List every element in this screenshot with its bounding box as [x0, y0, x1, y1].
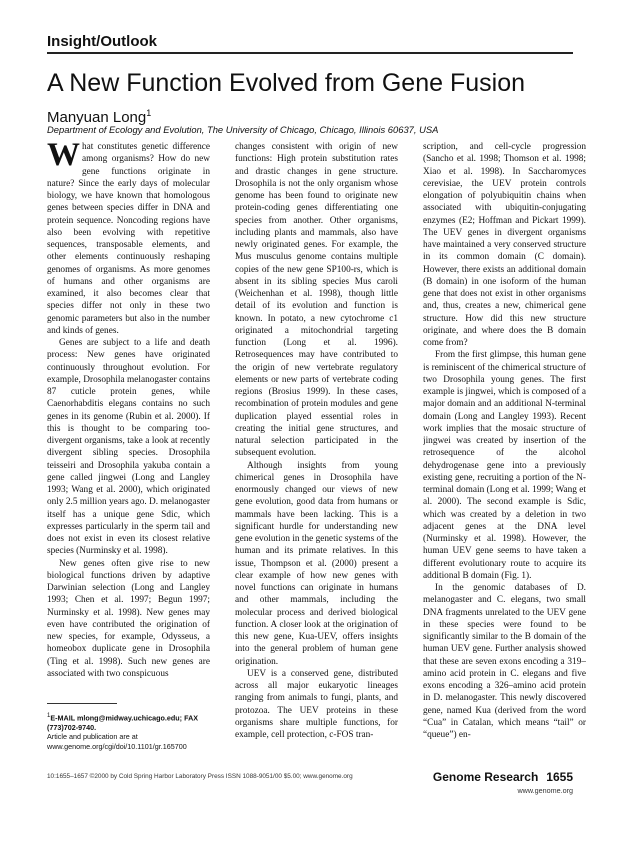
paragraph-7: scription, and cell-cycle progression (Sancho et al. 1998; Thomson et al. 1998; Xiao et al. 1998). In Saccharomyces cerevisiae, the UEV protein controls elongation of polyubiquitin chains when associated with ubiquitin-conjugating enzymes (E2; Hoffman and Pickart 1999). The UEV genes in divergent organisms have maintained a very conserved structure in its common domain (C domain). However, there exists an additional domain (B domain) in one isoform of the human gene that does not exist in other organisms and, thus, creates a new, chimerical gene structure. How did this new structure originate, and where does the B domain come from?: [423, 142, 586, 348]
drop-cap: W: [47, 141, 80, 173]
footer-citation: 10:1655–1657 ©2000 by Cold Spring Harbor Laboratory Press ISSN 1088-9051/00 $5.00; www.genome.org: [47, 773, 353, 780]
column-2: [235, 141, 398, 811]
paragraph-1-text: hat constitutes genetic difference among organisms? How do new gene functions originate in nature? Since the early days of molecular biology, we have known that homologous genes between species differ in DNA and protein sequence. Noncoding regions have also been evolving with repetitive sequences, transposable elements, and other elements continuously reshaping genomes of organisms. As more genomes of humans and other organisms are examined, it also becomes clear that species differ not only in these two genomic parameters but also in the number and kinds of genes.: [47, 142, 210, 336]
article-title: A New Function Evolved from Gene Fusion: [47, 69, 526, 97]
paragraph-5: Although insights from young chimerical genes in Drosophila have enormously changed our views of new gene evolution, good data from humans or mammals have been lacking. This is a significant hurdle for understanding new gene evolution in the genetic systems of the human and its primate relatives. In this issue, Thompson et al. (2000) present a clear example of how new genes with novel functions can originate in humans and other mammals, including the molecular process and derived biological function. A closer look at the origination of this new gene, Kua-UEV, offers insights into the general problem of human gene origination.: [235, 460, 398, 667]
author-affiliation: Department of Ecology and Evolution, The University of Chicago, Chicago, Illinois 60637, USA: [47, 124, 439, 135]
paragraph-1: [47, 141, 210, 337]
footer-journal-line: [433, 768, 573, 786]
footnote: [47, 712, 210, 751]
footer-journal-block: [433, 768, 573, 795]
column-3: [423, 141, 586, 811]
footnote-doi: Article and publication are at www.genome.org/cgi/doi/10.1101/gr.165700: [47, 732, 187, 751]
column-1-body: [47, 141, 210, 697]
author-footnote-mark: 1: [146, 108, 152, 118]
paragraph-3: New genes often give rise to new biological functions driven by adaptive Darwinian selection (Long and Langley 1993; Chen et al. 1997; Begun 1997; Nurminsky et al. 1998). New genes may even have contributed the origination of new species, for example, Odysseus, a homeobox duplicate gene in Drosophila (Ting et al. 1998). Such new genes are associated with two conspicuous: [47, 558, 210, 679]
journal-url: www.genome.org: [517, 786, 573, 795]
paragraph-4: changes consistent with origin of new functions: High protein substitution rates and drastic changes in gene structure. Drosophila is not the only organism whose genome has been found to originate new protein-coding genes differentiating one species from another. Other organisms, including plants and mammals, also have newly originated genes. For example, the Mus musculus genome contains multiple copies of the new gene SP100-rs, which is absent in its sibling species Mus caroli (Weichenhan et al. 1998), though little detail of its evolution and function is known. In potato, a new cytochrome c1 originated a mitochondrial targeting function (Long et al. 1996). Retrosequences may have contributed to the origin of new vertebrate regulatory elements or new parts of vertebrate coding regions (Brosius 1999). In these cases, recombination of protein modules and gene duplication played essential roles in creating the initial gene structures, and natural selection participated in the subsequent evolution.: [235, 142, 398, 459]
page-number: 1655: [546, 770, 573, 784]
footnote-mark: 1: [47, 713, 51, 719]
paragraph-9: In the genomic databases of D. melanogaster and C. elegans, two small DNA fragments unrelated to the UEV gene in these species were found to be significantly similar to the B domain of the human UEV gene. Further analysis showed that these are seven exons encoding a 319–amino acid protein in C. elegans and five exons encoding a 326–amino acid protein in D. melanogaster. This newly discovered gene, named Kua (derived from the word “Cua” in Catalan, which means “tail” or “queue”) en-: [423, 583, 586, 740]
section-label: Insight/Outlook: [47, 33, 157, 50]
footnote-email: E-MAIL mlong@midway.uchicago.edu; FAX (773)702-9740.: [47, 713, 199, 732]
author-name: Manyuan Long: [47, 109, 147, 126]
journal-name: Genome Research: [432, 770, 539, 784]
footnote-rule: [47, 703, 117, 704]
paragraph-6: UEV is a conserved gene, distributed across all major eukaryotic lineages ranging from animals to fungi, plants, and protozoa. The UEV proteins in these organisms share multiple functions, for example, cell protection, c-FOS tran-: [235, 668, 398, 740]
column-1: [47, 141, 210, 846]
section-rule: [47, 52, 573, 54]
paragraph-8: From the first glimpse, this human gene is reminiscent of the chimerical structure of two Drosophila young genes. The first example is jingwei, which is composed of a major domain and an additional N-terminal domain (Long and Langley 1993). Recent work implies that the mosaic structure of jingwei was created by insertion of the retrosequence of the alcohol dehydrogenase gene into a previously existing gene, recruiting a portion of the N-terminal domain (Long et al. 1999; Wang et al. 2000). The second example is Sdic, which was created by a deletion in two adjacent genes at the DNA level (Nurminsky et al. 1998). However, the human UEV gene seems to have taken a different evolutionary route to acquire its additional B domain (Fig. 1).: [423, 350, 586, 581]
paragraph-2: Genes are subject to a life and death process: New genes have originated continuously throughout evolution. For example, Drosophila melanogaster contains 87 cuticle protein genes, while Caenorhabditis elegans contains no such genes in its genome (Rubin et al. 2000). If this is thought to be comparing too-divergent organisms, take a look at recently divergent sibling species. Drosophila teisseiri and Drosophila yakuba contain a gene called jingwei (Long and Langley 1993; Wang et al. 2000), which originated only 2.5 million years ago. D. melanogaster itself has a unique gene Sdic, which expresses particularly in the sperm tail and does not exist in even its closest relative species (Nurminsky et al. 1998).: [47, 338, 210, 557]
